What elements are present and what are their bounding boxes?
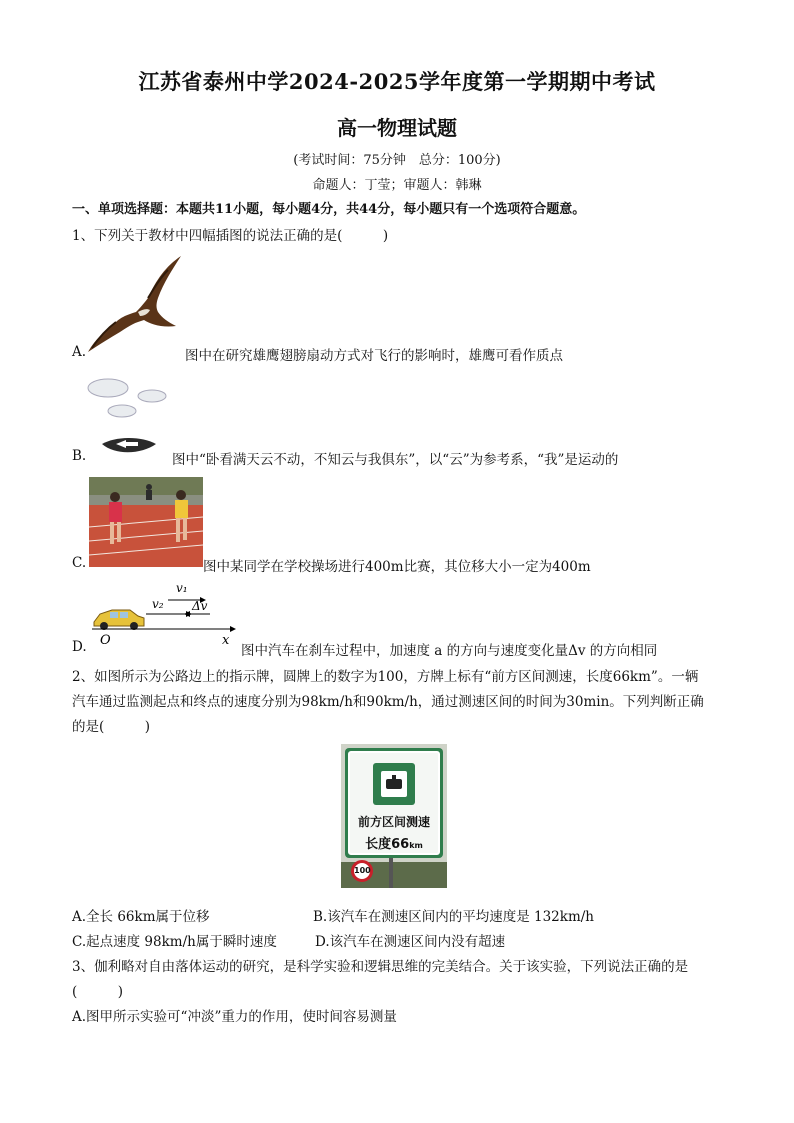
v1-label: v₁ bbox=[176, 581, 188, 595]
dv-label: Δv bbox=[192, 599, 208, 613]
sign-board bbox=[345, 748, 443, 858]
q1-option-c-label: C. bbox=[72, 555, 87, 571]
x-axis-label: x bbox=[222, 633, 230, 648]
q1-option-b-text: 图中“卧看满天云不动，不知云与我俱东”，以“云”为参考系，“我”是运动的 bbox=[172, 452, 619, 468]
car-velocity-figure bbox=[90, 580, 238, 648]
q2-stem-line2: 汽车通过监测起点和终点的速度分别为98km/h和90km/h，通过测速区间的时间为30min。下列判断正确 bbox=[72, 694, 704, 710]
eagle-figure bbox=[86, 252, 186, 356]
q1-option-b-label: B. bbox=[72, 448, 87, 464]
speed-limit-sign: 100 bbox=[351, 860, 373, 882]
q3-option-a: A.图甲所示实验可“冲淡”重力的作用，使时间容易测量 bbox=[72, 1009, 397, 1025]
sign-unit: km bbox=[409, 841, 423, 850]
sign-line2 bbox=[350, 833, 438, 852]
sign-length: 长度66 bbox=[365, 837, 410, 852]
v2-label: v₂ bbox=[152, 597, 164, 611]
road-sign-photo bbox=[341, 744, 447, 888]
q1-stem: 1、下列关于教材中四幅插图的说法正确的是( ) bbox=[72, 228, 389, 244]
section-heading: 一、单项选择题：本题共11小题，每小题4分，共44分，每小题只有一个选项符合题意。 bbox=[72, 202, 586, 217]
origin-label: O bbox=[100, 633, 111, 648]
race-photo bbox=[89, 477, 203, 567]
sign-inner-panel bbox=[348, 751, 440, 855]
exam-info: (考试时间：75分钟 总分：100分) bbox=[293, 153, 501, 168]
q3-stem-line1: 3、伽利略对自由落体运动的研究，是科学实验和逻辑思维的完美结合。关于该实验，下列说法正确的是 bbox=[72, 959, 689, 975]
q3-stem-line2: ( ) bbox=[72, 984, 124, 1000]
q2-stem-line3: 的是( ) bbox=[72, 719, 151, 735]
q1-option-d-text: 图中汽车在刹车过程中，加速度 a 的方向与速度变化量Δv 的方向相同 bbox=[241, 643, 658, 659]
exam-title: 江苏省泰州中学2024-2025学年度第一学期期中考试 bbox=[138, 69, 656, 94]
exam-authors: 命题人：丁莹；审题人：韩琳 bbox=[312, 178, 482, 193]
exam-subtitle: 高一物理试题 bbox=[337, 116, 457, 140]
q2-option-d: D.该汽车在测速区间内没有超速 bbox=[315, 934, 506, 950]
q1-option-d-label: D. bbox=[72, 639, 87, 655]
clouds-boat-figure bbox=[86, 374, 170, 462]
q2-option-a: A.全长 66km属于位移 bbox=[72, 909, 210, 925]
sign-line1: 前方区间测速 bbox=[357, 815, 430, 829]
q1-option-a-label: A. bbox=[72, 344, 87, 360]
q2-stem-line1: 2、如图所示为公路边上的指示牌，圆牌上的数字为100，方牌上标有“前方区间测速，长度66km”。一辆 bbox=[72, 669, 699, 685]
camera-sign-icon bbox=[373, 763, 415, 805]
car-icon bbox=[94, 610, 144, 630]
q2-option-c: C.起点速度 98km/h属于瞬时速度 bbox=[72, 934, 277, 950]
q2-option-b: B.该汽车在测速区间内的平均速度是 132km/h bbox=[313, 909, 594, 925]
q1-option-a-text: 图中在研究雄鹰翅膀扇动方式对飞行的影响时，雄鹰可看作质点 bbox=[185, 348, 563, 364]
q1-option-c-text: 图中某同学在学校操场进行400m比赛，其位移大小一定为400m bbox=[203, 559, 591, 575]
